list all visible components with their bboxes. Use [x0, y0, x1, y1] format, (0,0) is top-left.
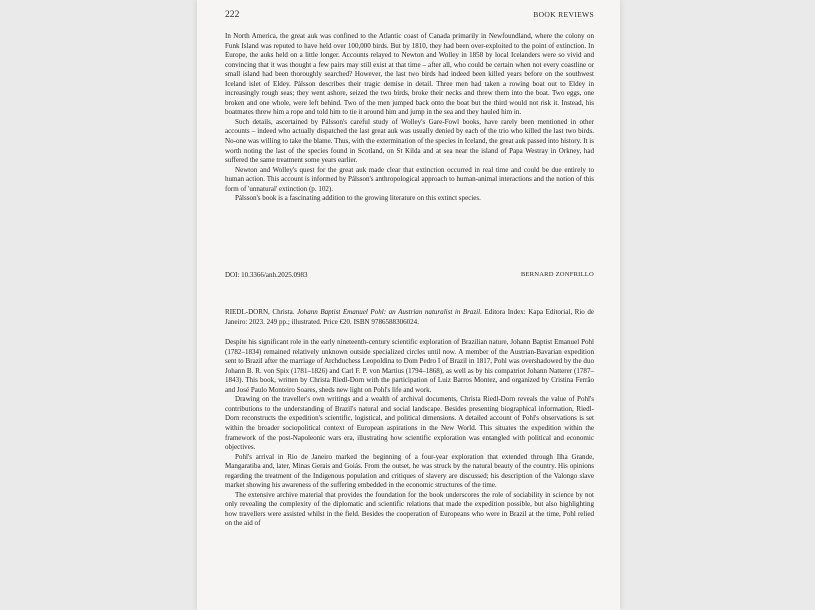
review-2-paragraph: The extensive archive material that provides the foundation for the book underscores the role of sociability in science by not only revealing the complexity of the diplomatic and scientific relations that made the expedition possible, but also highlighting how travellers were assisted whilst in the field. Besides the cooperation of Europeans who were in Brazil at the time, Pohl relied on the aid of [225, 490, 594, 528]
review-2-paragraph: Despite his significant role in the early nineteenth-century scientific exploration of Brazilian nature, Johann Baptist Emanuel Pohl (1782–1834) remained relatively unknown outside specialized circles until now. A member of the Austrian-Bavarian expedition sent to Brazil after the marriage of Archduchess Leopoldina to Dom Pedro I of Brazil in 1817, Pohl was overshadowed by the duo Johann B. R. von Spix (1781–1826) and Carl F. P. von Martius (1794–1868), as well as by his compatriot Johann Natterer (1787–1843). This book, written by Christa Riedl-Dorn with the participation of Luiz Barros Montez, and organized by Cristina Ferrão and José Paulo Monteiro Soares, sheds new light on Pohl's life and work. [225, 338, 594, 394]
review-2 [225, 308, 594, 529]
citation-author: RIEDL-DORN, Christa. [225, 308, 295, 316]
review-1-paragraph: In North America, the great auk was confined to the Atlantic coast of Canada primarily in Newfoundland, where the colony on Funk Island was reputed to have held over 100,000 birds. But by 1810, they had been over-exploited to the point of extinction. In Europe, the auks held on a little longer. Accounts relayed to Newton and Wolley in 1858 by local Icelanders were so vivid and convincing that it was thought a few pairs may still exist at that time – after all, who could be certain when not every coastline or small island had been thoroughly searched? However, the last two birds had indeed been killed years before on the southwest Iceland islet of Eldey. Pálsson describes their tragic demise in detail. Three men had taken a rowing boat out to Eldey in increasingly rough seas; they went ashore, seized the two birds, broke their necks and threw them into the boat. Two eggs, one broken and one whole, were left behind. Two of the men jumped back onto the boat but the third would not risk it. Instead, his boatmates threw him a rope and told him to tie it around him and jump in the sea and they hauled him in. [225, 32, 594, 117]
running-title: BOOK REVIEWS [533, 10, 594, 19]
book-citation [225, 308, 594, 327]
review-2-paragraph: Drawing on the traveller's own writings and a wealth of archival documents, Christa Riedl-Dorn reveals the value of Pohl's contributions to the understanding of Brazil's natural and social landscape. Besides presenting biographical information, Riedl-Dorn reconstructs the expedition's scientific, logistical, and political dimensions. A detailed account of Pohl's observations is set within the broader sociopolitical context of European aspirations in the New World. This situates the expedition within the framework of the post-Napoleonic wars era, illustrating how scientific exploration was entangled with political and economic objectives. [225, 395, 594, 452]
page-header [225, 9, 594, 20]
review-1-paragraph: Newton and Wolley's quest for the great auk made clear that extinction occurred in real time and could be due entirely to human action. This account is informed by Pálsson's anthropological approach to human-animal interactions and the notion of this form of 'unnatural' extinction (p. 102). [225, 165, 594, 193]
review-1-footer [225, 271, 594, 279]
review-1-paragraph: Such details, ascertained by Pálsson's careful study of Wolley's Gare-Fowl books, have rarely been mentioned in other accounts – indeed who actually dispatched the last great auk was usually denied by each of the trio who killed the last two birds. No-one was willing to take the blame. Thus, with the extermination of the species in Iceland, the great auk passed into history. It is worth noting the last of the species found in Scotland, on St Kilda and at sea near the island of Papa Westray in Orkney, had suffered the same treatment some years earlier. [225, 117, 594, 165]
review-1-body [225, 32, 594, 204]
review-2-body [225, 338, 594, 529]
review-2-paragraph: Pohl's arrival in Rio de Janeiro marked the beginning of a four-year exploration that extended through Ilha Grande, Mangaratiba and, later, Minas Gerais and Goiás. From the outset, he was struck by the natural beauty of the country. His opinions regarding the treatment of the Indigenous population and critiques of slavery are discussed; his description of the Valongo slave market showing his awareness of the suffering embedded in the economic structures of the time. [225, 452, 594, 490]
page-number: 222 [225, 9, 240, 20]
book-page [197, 0, 620, 610]
citation-details: Editora Index: Kapa Editorial, Rio de Janeiro: 2023. 249 pp.; illustrated. Price €20. ISBN 9786588306024. [225, 308, 594, 326]
citation-title: Johann Baptist Emanuel Pohl: an Austrian naturalist in Brazil. [297, 308, 482, 316]
review-1-paragraph: Pálsson's book is a fascinating addition to the growing literature on this extinct species. [235, 194, 481, 203]
reviewer-name: BERNARD ZONFRILLO [520, 271, 594, 278]
doi-reference: DOI: 10.3366/anh.2025.0983 [225, 271, 308, 279]
